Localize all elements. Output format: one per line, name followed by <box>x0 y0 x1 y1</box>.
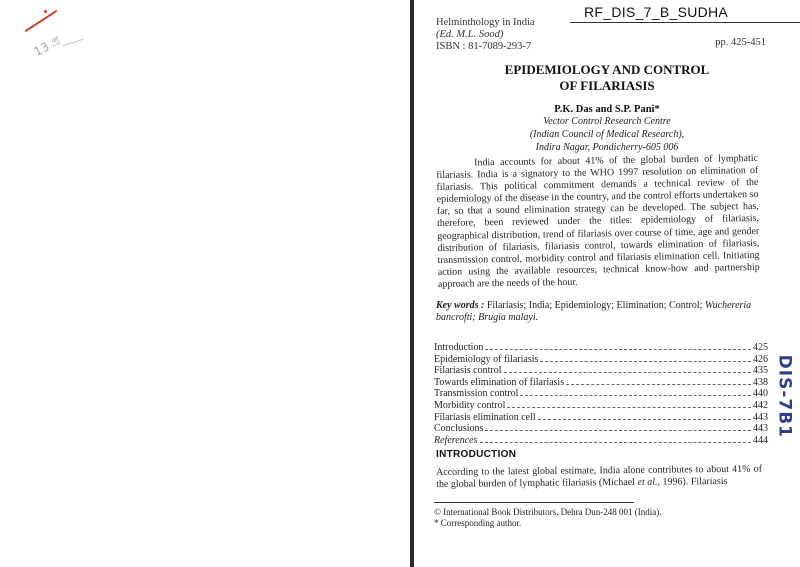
toc-row <box>434 365 768 377</box>
toc-row <box>434 388 768 400</box>
toc-page-number: 438 <box>753 376 768 388</box>
toc-row <box>434 423 768 435</box>
affiliation-line-1: Vector Control Research Centre <box>543 116 671 127</box>
pencil-annotation: 13 প্ৰ <box>31 33 63 59</box>
affiliation-line-3: Indira Nagar, Pondicherry-605 006 <box>535 142 679 153</box>
toc-leader <box>540 360 751 362</box>
toc-label: Introduction <box>434 342 484 353</box>
intro-text-part-2: , 1996). Filariasis <box>657 476 728 488</box>
footnote-copyright: © International Book Distributors, Dehra Dun-248 001 (India). <box>434 507 662 517</box>
handwritten-catalog-note: DIS-7B1 <box>774 354 794 438</box>
keywords-label: Key words : <box>436 300 485 311</box>
document-id-stamp: RF_DIS_7_B_SUDHA <box>584 4 729 20</box>
red-pen-dot <box>44 10 47 13</box>
introduction-heading: INTRODUCTION <box>436 449 517 460</box>
toc-leader <box>566 383 751 385</box>
toc-row <box>434 342 768 354</box>
keywords <box>436 300 756 324</box>
page-range: pp. 425-451 <box>715 37 766 48</box>
footnote-rule <box>434 502 634 503</box>
toc-label: Transmission control <box>434 388 519 400</box>
toc-label: Towards elimination of filariasis <box>434 376 565 388</box>
toc-label: Filariasis control <box>434 365 502 377</box>
footnote-corresponding: * Corresponding author. <box>434 518 522 528</box>
toc-leader <box>485 348 751 350</box>
book-editor: (Ed. M.L. Sood) <box>436 29 504 40</box>
intro-text-et-al: et al. <box>637 476 658 489</box>
toc-label: Epidemiology of filariasis <box>434 353 539 365</box>
affiliation-line-2: (Indian Council of Medical Research), <box>529 129 685 140</box>
toc-page-number: 442 <box>753 399 768 411</box>
intro-text-part-1: According to the latest global estimate, India alone contributes to about 41% of the global burden of lymphatic filariasis (Michael <box>436 463 763 491</box>
toc-page-number: 443 <box>753 411 768 423</box>
toc-label: Morbidity control <box>434 399 506 411</box>
keywords-scientific: Wuchereria bancrofti; Brugia malayi. <box>436 300 752 323</box>
toc-leader <box>520 394 751 396</box>
toc-page-number: 426 <box>753 353 768 365</box>
toc-label: References <box>434 434 478 446</box>
toc-label: Filariasis elimination cell <box>434 411 536 423</box>
keywords-text: Filariasis; India; Epidemiology; Elimination; Control; <box>486 300 703 311</box>
toc-page-number: 444 <box>753 434 768 446</box>
article-title <box>414 62 800 94</box>
title-line-1: EPIDEMIOLOGY AND CONTROL <box>504 62 710 77</box>
toc-leader <box>485 429 751 431</box>
book-title: Helminthology in India <box>436 17 535 28</box>
pencil-stroke <box>62 39 83 47</box>
toc-leader <box>480 441 752 443</box>
toc-label: Conclusions <box>434 423 484 435</box>
toc-page-number: 443 <box>753 423 768 435</box>
book-isbn: ISBN : 81-7089-293-7 <box>436 41 532 52</box>
abstract: India accounts for about 41% of the global burden of lymphatic filariasis. India is a signatory to the WHO 1997 resolution on elimination of filariasis. This political commitment demands a technical review of the epidemiology of the disease in the country, and the control efforts undertaken so far, so that a sound elimination strategy can be developed. The subject has, therefore, been reviewed under the titles: epidemiology of filariasis, geographical distribution, trend of filariasis over course of time, age and gender distribution of filariasis, filariasis control, towards elimination of filariasis, transmission control, morbidity control and filariasis elimination cell. Initiating action using the available resources, technical know-how and partnership approach are the needs of the hour. <box>436 152 760 290</box>
toc-row <box>434 354 768 366</box>
introduction-text <box>436 464 762 492</box>
toc-page-number: 435 <box>753 365 768 377</box>
red-pen-mark <box>25 10 58 32</box>
toc-row <box>434 412 768 424</box>
stamp-rule <box>570 22 800 23</box>
toc-leader <box>538 418 751 420</box>
authors: P.K. Das and S.P. Pani* <box>554 104 660 115</box>
right-page <box>414 0 800 567</box>
title-line-2: OF FILARIASIS <box>559 78 655 93</box>
toc-leader <box>507 406 751 408</box>
toc-row <box>434 377 768 389</box>
toc-page-number: 440 <box>753 388 768 400</box>
toc-leader <box>504 371 752 373</box>
table-of-contents <box>434 342 768 446</box>
toc-page-number: 425 <box>753 342 768 353</box>
toc-row <box>434 435 768 447</box>
toc-row <box>434 400 768 412</box>
